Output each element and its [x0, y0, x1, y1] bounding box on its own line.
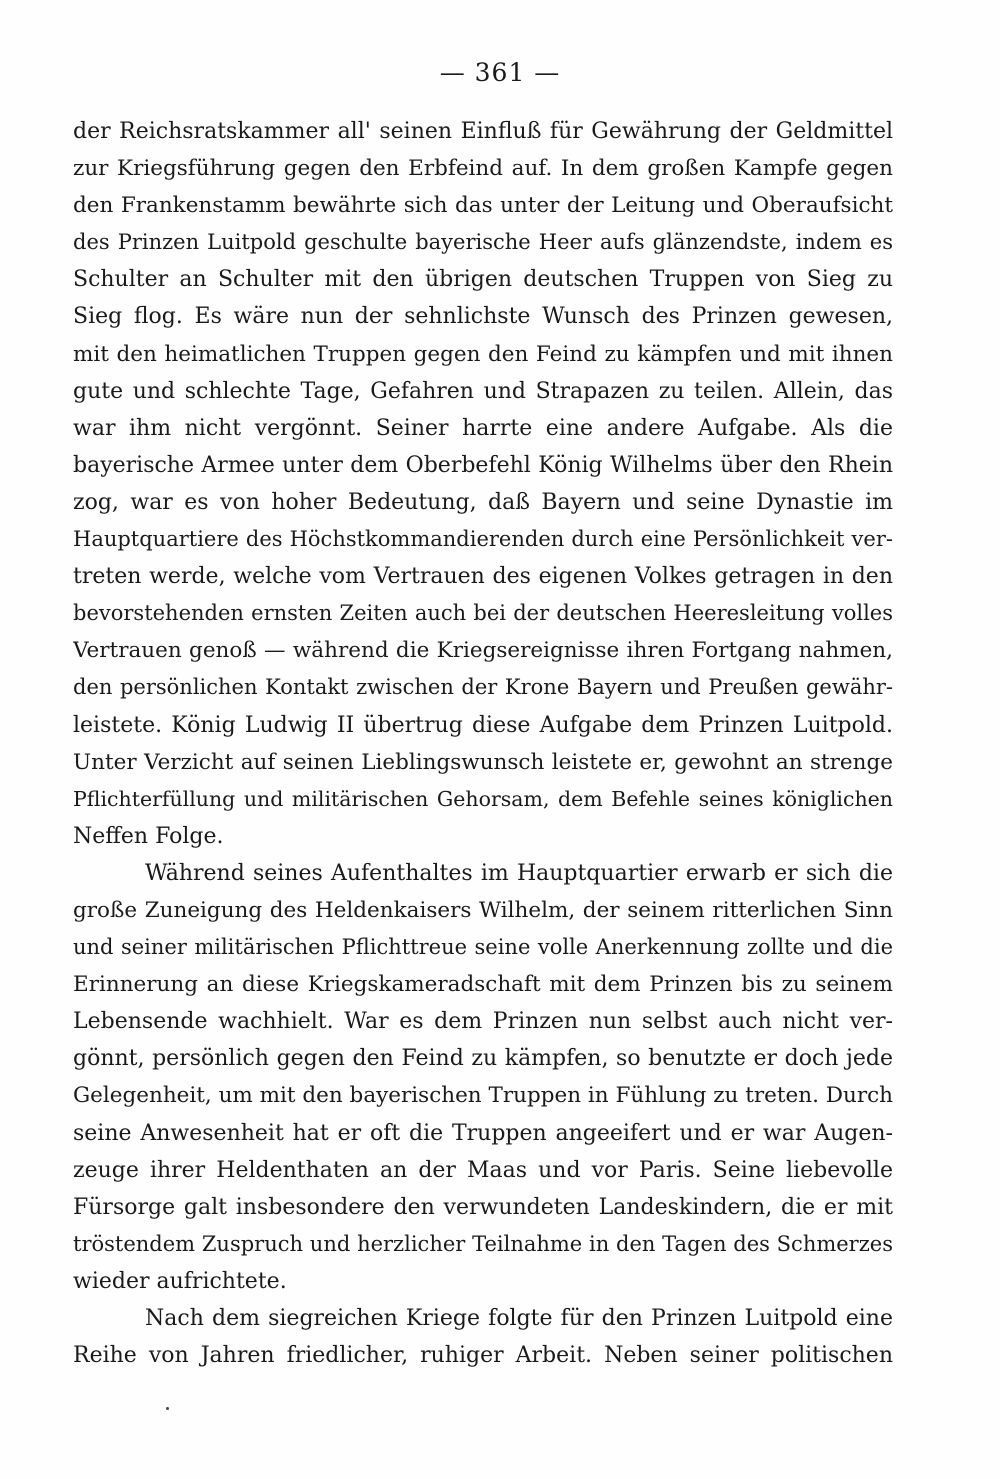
text-line: treten werde, welche vom Vertrauen des eigenen Volkes getragen in den [73, 564, 893, 590]
text-line: Erinnerung an diese Kriegskameradschaft mit dem Prinzen bis zu seinem [73, 972, 893, 998]
text-line: Pflichterfüllung und militärischen Gehorsam, dem Befehle seines königlichen [73, 786, 893, 811]
body-text [73, 113, 893, 1374]
text-line: Schulter an Schulter mit den übrigen deutschen Truppen von Sieg zu [73, 267, 893, 293]
text-line: des Prinzen Luitpold geschulte bayerische Heer aufs glänzendste, indem es [73, 230, 893, 255]
text-line: bayerische Armee unter dem Oberbefehl König Wilhelms über den Rhein [73, 452, 893, 478]
text-line: Unter Verzicht auf seinen Lieblingswunsch leistete er, gewohnt an strenge [73, 749, 893, 775]
ink-speck [166, 1407, 169, 1410]
text-line: gute und schlechte Tage, Gefahren und Strapazen zu teilen. Allein, das [73, 378, 893, 404]
text-line: Sieg flog. Es wäre nun der sehnlichste Wunsch des Prinzen gewesen, [73, 304, 893, 330]
text-line: zeuge ihrer Heldenthaten an der Maas und vor Paris. Seine liebevolle [73, 1157, 893, 1183]
text-line: Nach dem siegreichen Kriege folgte für den Prinzen Luitpold eine [145, 1306, 893, 1331]
text-line: mit den heimatlichen Truppen gegen den Feind zu kämpfen und mit ihnen [73, 341, 893, 367]
text-line: Hauptquartiere des Höchstkommandierenden durch eine Persönlichkeit ver- [73, 527, 893, 552]
text-line: und seiner militärischen Pflichttreue seine volle Anerkennung zollte und die [73, 935, 893, 960]
text-line: wieder aufrichtete. [73, 1268, 287, 1294]
text-line: Reihe von Jahren friedlicher, ruhiger Arbeit. Neben seiner politischen [73, 1343, 893, 1369]
text-line: Vertrauen genoß — während die Kriegsereignisse ihren Fortgang nahmen, [73, 638, 893, 664]
paragraph-3 [73, 1300, 893, 1374]
text-line: große Zuneigung des Heldenkaisers Wilhelm, der seinem ritterlichen Sinn [73, 897, 893, 923]
text-line: seine Anwesenheit hat er oft die Truppen angeeifert und er war Augen- [73, 1120, 893, 1146]
text-line: war ihm nicht vergönnt. Seiner harrte eine andere Aufgabe. Als die [73, 415, 893, 441]
page-number: — 361 — [439, 58, 561, 87]
text-line: leistete. König Ludwig II übertrug diese Aufgabe dem Prinzen Luitpold. [73, 712, 893, 738]
text-line: zog, war es von hoher Bedeutung, daß Bayern und seine Dynastie im [73, 489, 893, 515]
text-line: der Reichsratskammer all' seinen Einfluß für Gewährung der Geldmittel [73, 119, 893, 144]
paragraph-2 [73, 855, 893, 1300]
text-line: bevorstehenden ernsten Zeiten auch bei der deutschen Heeresleitung volles [73, 601, 893, 626]
text-line: Lebensende wachhielt. War es dem Prinzen nun selbst auch nicht ver- [73, 1009, 893, 1035]
paragraph-1 [73, 113, 893, 855]
text-line: tröstendem Zuspruch und herzlicher Teilnahme in den Tagen des Schmerzes [73, 1231, 893, 1256]
text-line: gönnt, persönlich gegen den Feind zu kämpfen, so benutzte er doch jede [73, 1046, 893, 1072]
text-line: Fürsorge galt insbesondere den verwundeten Landeskindern, die er mit [73, 1194, 893, 1220]
text-line: den persönlichen Kontakt zwischen der Krone Bayern und Preußen gewähr- [73, 675, 893, 700]
text-line: Neffen Folge. [73, 823, 224, 849]
text-line: zur Kriegsführung gegen den Erbfeind auf. In dem großen Kampfe gegen [73, 156, 893, 182]
text-line: Während seines Aufenthaltes im Hauptquartier erwarb er sich die [145, 860, 893, 886]
text-line: den Frankenstamm bewährte sich das unter der Leitung und Oberaufsicht [73, 193, 893, 219]
text-line: Gelegenheit, um mit den bayerischen Truppen in Fühlung zu treten. Durch [73, 1083, 893, 1109]
